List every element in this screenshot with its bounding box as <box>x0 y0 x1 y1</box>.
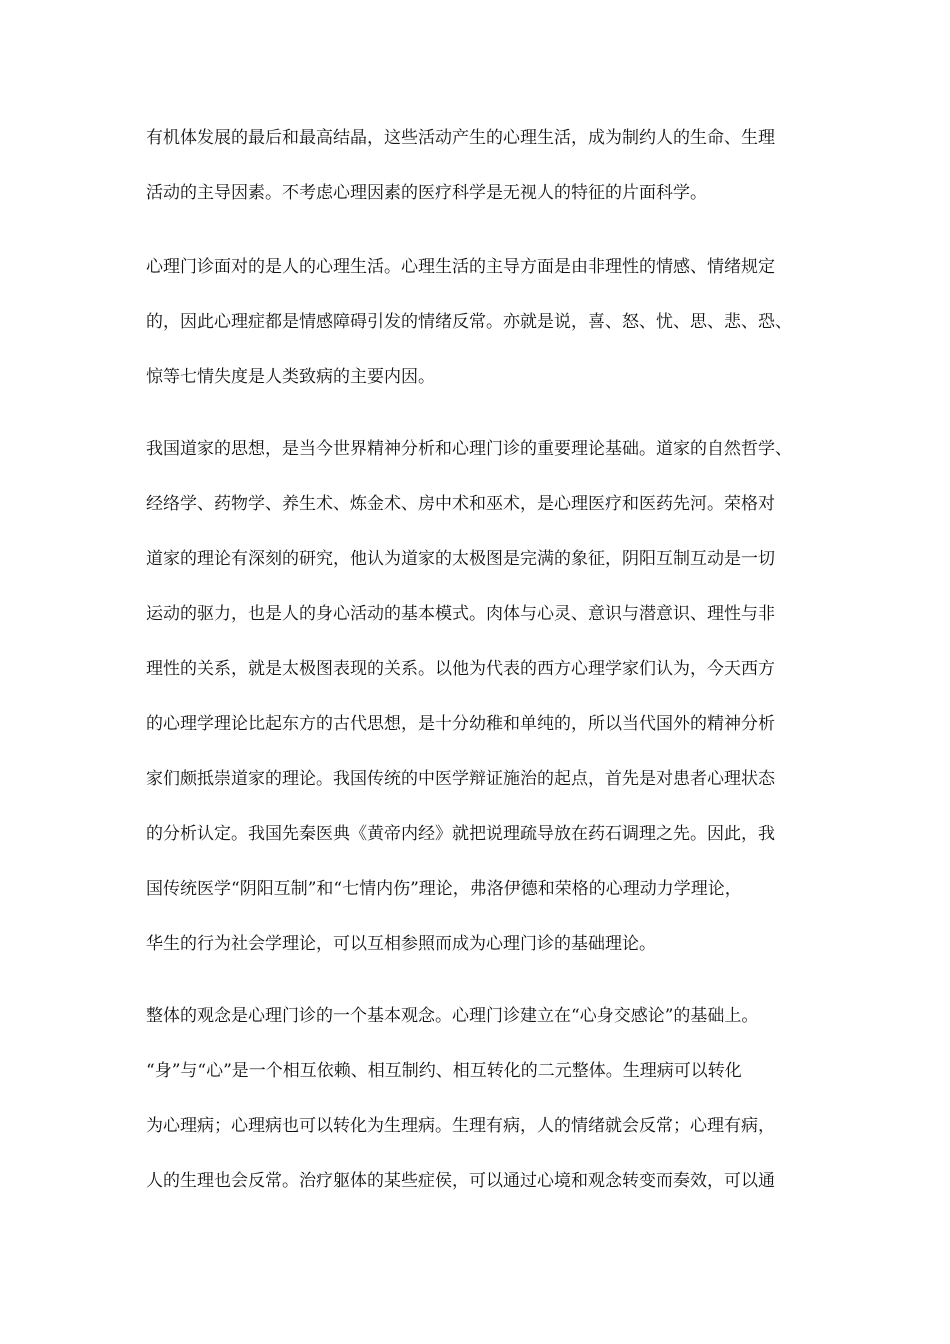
text-line: 整体的观念是心理门诊的一个基本观念。心理门诊建立在“心身交感论”的基础上。 <box>146 1006 759 1026</box>
text-line: 活动的主导因素。不考虑心理因素的医疗科学是无视人的特征的片面科学。 <box>146 183 707 203</box>
text-line: 有机体发展的最后和最高结晶，这些活动产生的心理生活，成为制约人的生命、生理 <box>146 128 775 148</box>
text-line: 人的生理也会反常。治疗躯体的某些症侯，可以通过心境和观念转变而奏效，可以通 <box>146 1171 775 1191</box>
text-line: 心理门诊面对的是人的心理生活。心理生活的主导方面是由非理性的情感、情绪规定 <box>146 257 775 277</box>
text-line: 的分析认定。我国先秦医典《黄帝内经》就把说理疏导放在药石调理之先。因此，我 <box>146 824 775 844</box>
text-line: 华生的行为社会学理论，可以互相参照而成为心理门诊的基础理论。 <box>146 934 656 954</box>
text-line: 经络学、药物学、养生术、炼金术、房中术和巫术，是心理医疗和医药先河。荣格对 <box>146 494 775 514</box>
text-line: 我国道家的思想，是当今世界精神分析和心理门诊的重要理论基础。道家的自然哲学、 <box>146 439 792 459</box>
text-line: 的心理学理论比起东方的古代思想，是十分幼稚和单纯的，所以当代国外的精神分析 <box>146 714 775 734</box>
text-line: 运动的驱力，也是人的身心活动的基本模式。肉体与心灵、意识与潜意识、理性与非 <box>146 604 775 624</box>
text-line: 家们颇抵崇道家的理论。我国传统的中医学辩证施治的起点，首先是对患者心理状态 <box>146 769 775 789</box>
text-line: 为心理病；心理病也可以转化为生理病。生理有病，人的情绪就会反常；心理有病， <box>146 1116 775 1136</box>
text-line: 国传统医学“阴阳互制”和“七情内伤”理论，弗洛伊德和荣格的心理动力学理论， <box>146 879 742 899</box>
text-line: 理性的关系，就是太极图表现的关系。以他为代表的西方心理学家们认为，今天西方 <box>146 659 775 679</box>
text-line: 道家的理论有深刻的研究，他认为道家的太极图是完满的象征，阴阳互制互动是一切 <box>146 549 775 569</box>
text-line: 惊等七情失度是人类致病的主要内因。 <box>146 367 435 387</box>
text-line: “身”与“心”是一个相互依赖、相互制约、相互转化的二元整体。生理病可以转化 <box>146 1061 742 1081</box>
text-line: 的，因此心理症都是情感障碍引发的情绪反常。亦就是说，喜、怒、忧、思、悲、恐、 <box>146 312 792 332</box>
